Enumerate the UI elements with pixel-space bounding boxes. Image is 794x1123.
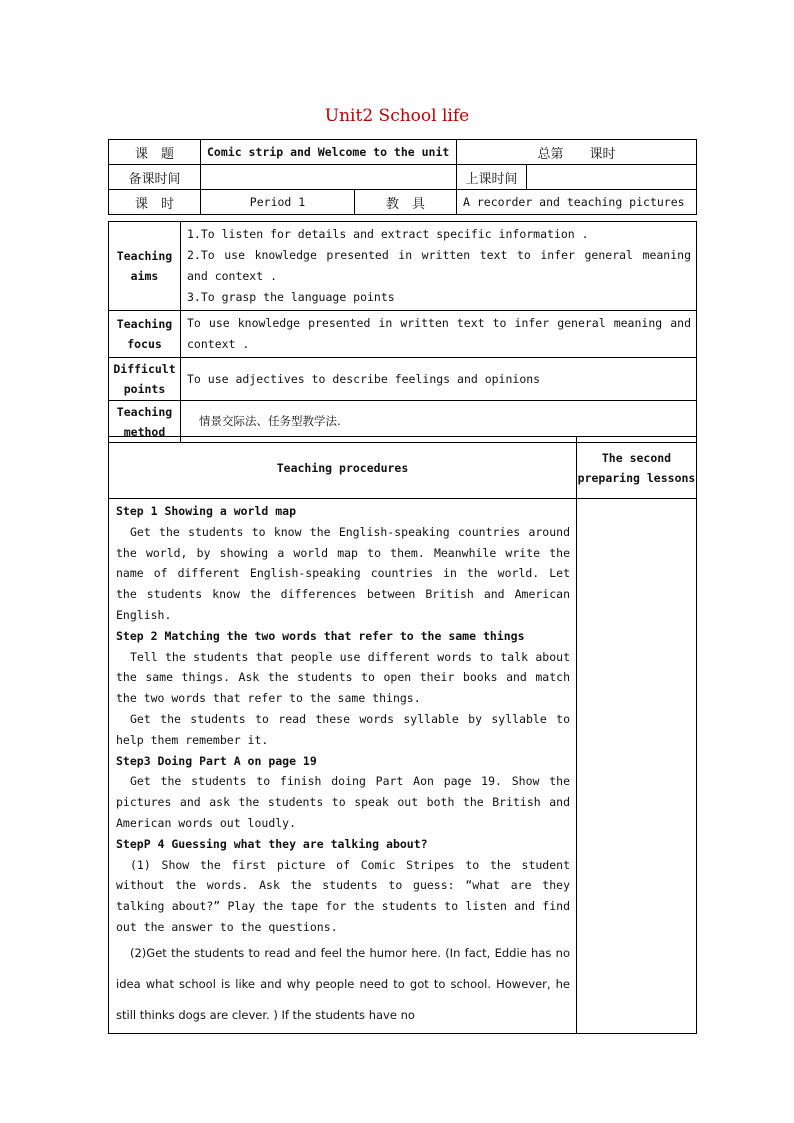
teaching-aids-label: 教 具 bbox=[355, 190, 457, 215]
difficult-points-label: Difficult points bbox=[109, 358, 181, 401]
procedures-header: Teaching procedures bbox=[109, 437, 577, 499]
second-preparing-header: The second preparing lessons bbox=[577, 437, 697, 499]
step-3-text: Get the students to finish doing Part Aon page 19. Show the pictures and ask the students to speak out both the British and American words out loudly. bbox=[116, 774, 570, 830]
teaching-focus-label: Teaching focus bbox=[109, 311, 181, 358]
prep-time-label: 备课时间 bbox=[109, 165, 201, 190]
step-2-text: Tell the students that people use different words to talk about the same things. Ask the students to open their books and match the two words that refer to the same things. bbox=[116, 649, 570, 706]
procedures-table bbox=[108, 436, 697, 1034]
topic-value: Comic strip and Welcome to the unit bbox=[201, 140, 457, 165]
topic-label: 课 题 bbox=[109, 140, 201, 165]
procedures-body bbox=[109, 499, 577, 1034]
step-1-text: Get the students to know the English-speaking countries around the world, by showing a world map to them. Meanwhile write the name of different English-speaking countries in the world. Let the students know the differences between British and American English. bbox=[116, 524, 570, 622]
teaching-method: 情景交际法、任务型教学法. bbox=[181, 401, 697, 443]
teaching-method-label: Teaching method bbox=[109, 401, 181, 443]
teaching-aids-value: A recorder and teaching pictures bbox=[457, 190, 697, 215]
step-4-text: (1) Show the first picture of Comic Stripes to the student without the words. Ask the students to guess: “what are they talking about?” Play the tape for the students to listen and find out the answer to the questions. bbox=[116, 857, 570, 934]
aim-item: 2.To use knowledge presented in written text to infer general meaning and context . bbox=[187, 248, 691, 283]
step-4-title: StepP 4 Guessing what they are talking about? bbox=[116, 836, 428, 851]
aim-item: 1.To listen for details and extract specific information . bbox=[187, 227, 589, 241]
page-title: Unit2 School life bbox=[324, 106, 470, 126]
class-time-label: 上课时间 bbox=[457, 165, 527, 190]
teaching-aims bbox=[181, 222, 697, 311]
class-time-value bbox=[527, 165, 697, 190]
step-1-title: Step 1 Showing a world map bbox=[116, 504, 297, 518]
teaching-focus: To use knowledge presented in written text to infer general meaning and context . bbox=[181, 311, 697, 358]
total-period-label: 总第 课时 bbox=[457, 140, 697, 165]
step-3-title: Step3 Doing Part A on page 19 bbox=[116, 753, 317, 768]
period-value: Period 1 bbox=[201, 190, 355, 215]
difficult-points: To use adjectives to describe feelings and opinions bbox=[181, 358, 697, 401]
lesson-header-table bbox=[108, 139, 697, 215]
step-2-text: Get the students to read these words syllable by syllable to help them remember it. bbox=[116, 711, 570, 747]
period-label: 课 时 bbox=[109, 190, 201, 215]
step-2-title: Step 2 Matching the two words that refer to the same things bbox=[116, 628, 525, 643]
teaching-aims-label: Teaching aims bbox=[109, 222, 181, 311]
lesson-info-table bbox=[108, 221, 697, 443]
second-preparing-notes bbox=[577, 499, 697, 1034]
prep-time-value bbox=[201, 165, 457, 190]
step-4-text: (2)Get the students to read and feel the humor here. (In fact, Eddie has no idea what school is like and why people need to got to school. However, he still thinks dogs are clever. ) If the students have no bbox=[116, 945, 570, 1022]
aim-item: 3.To grasp the language points bbox=[187, 290, 395, 304]
